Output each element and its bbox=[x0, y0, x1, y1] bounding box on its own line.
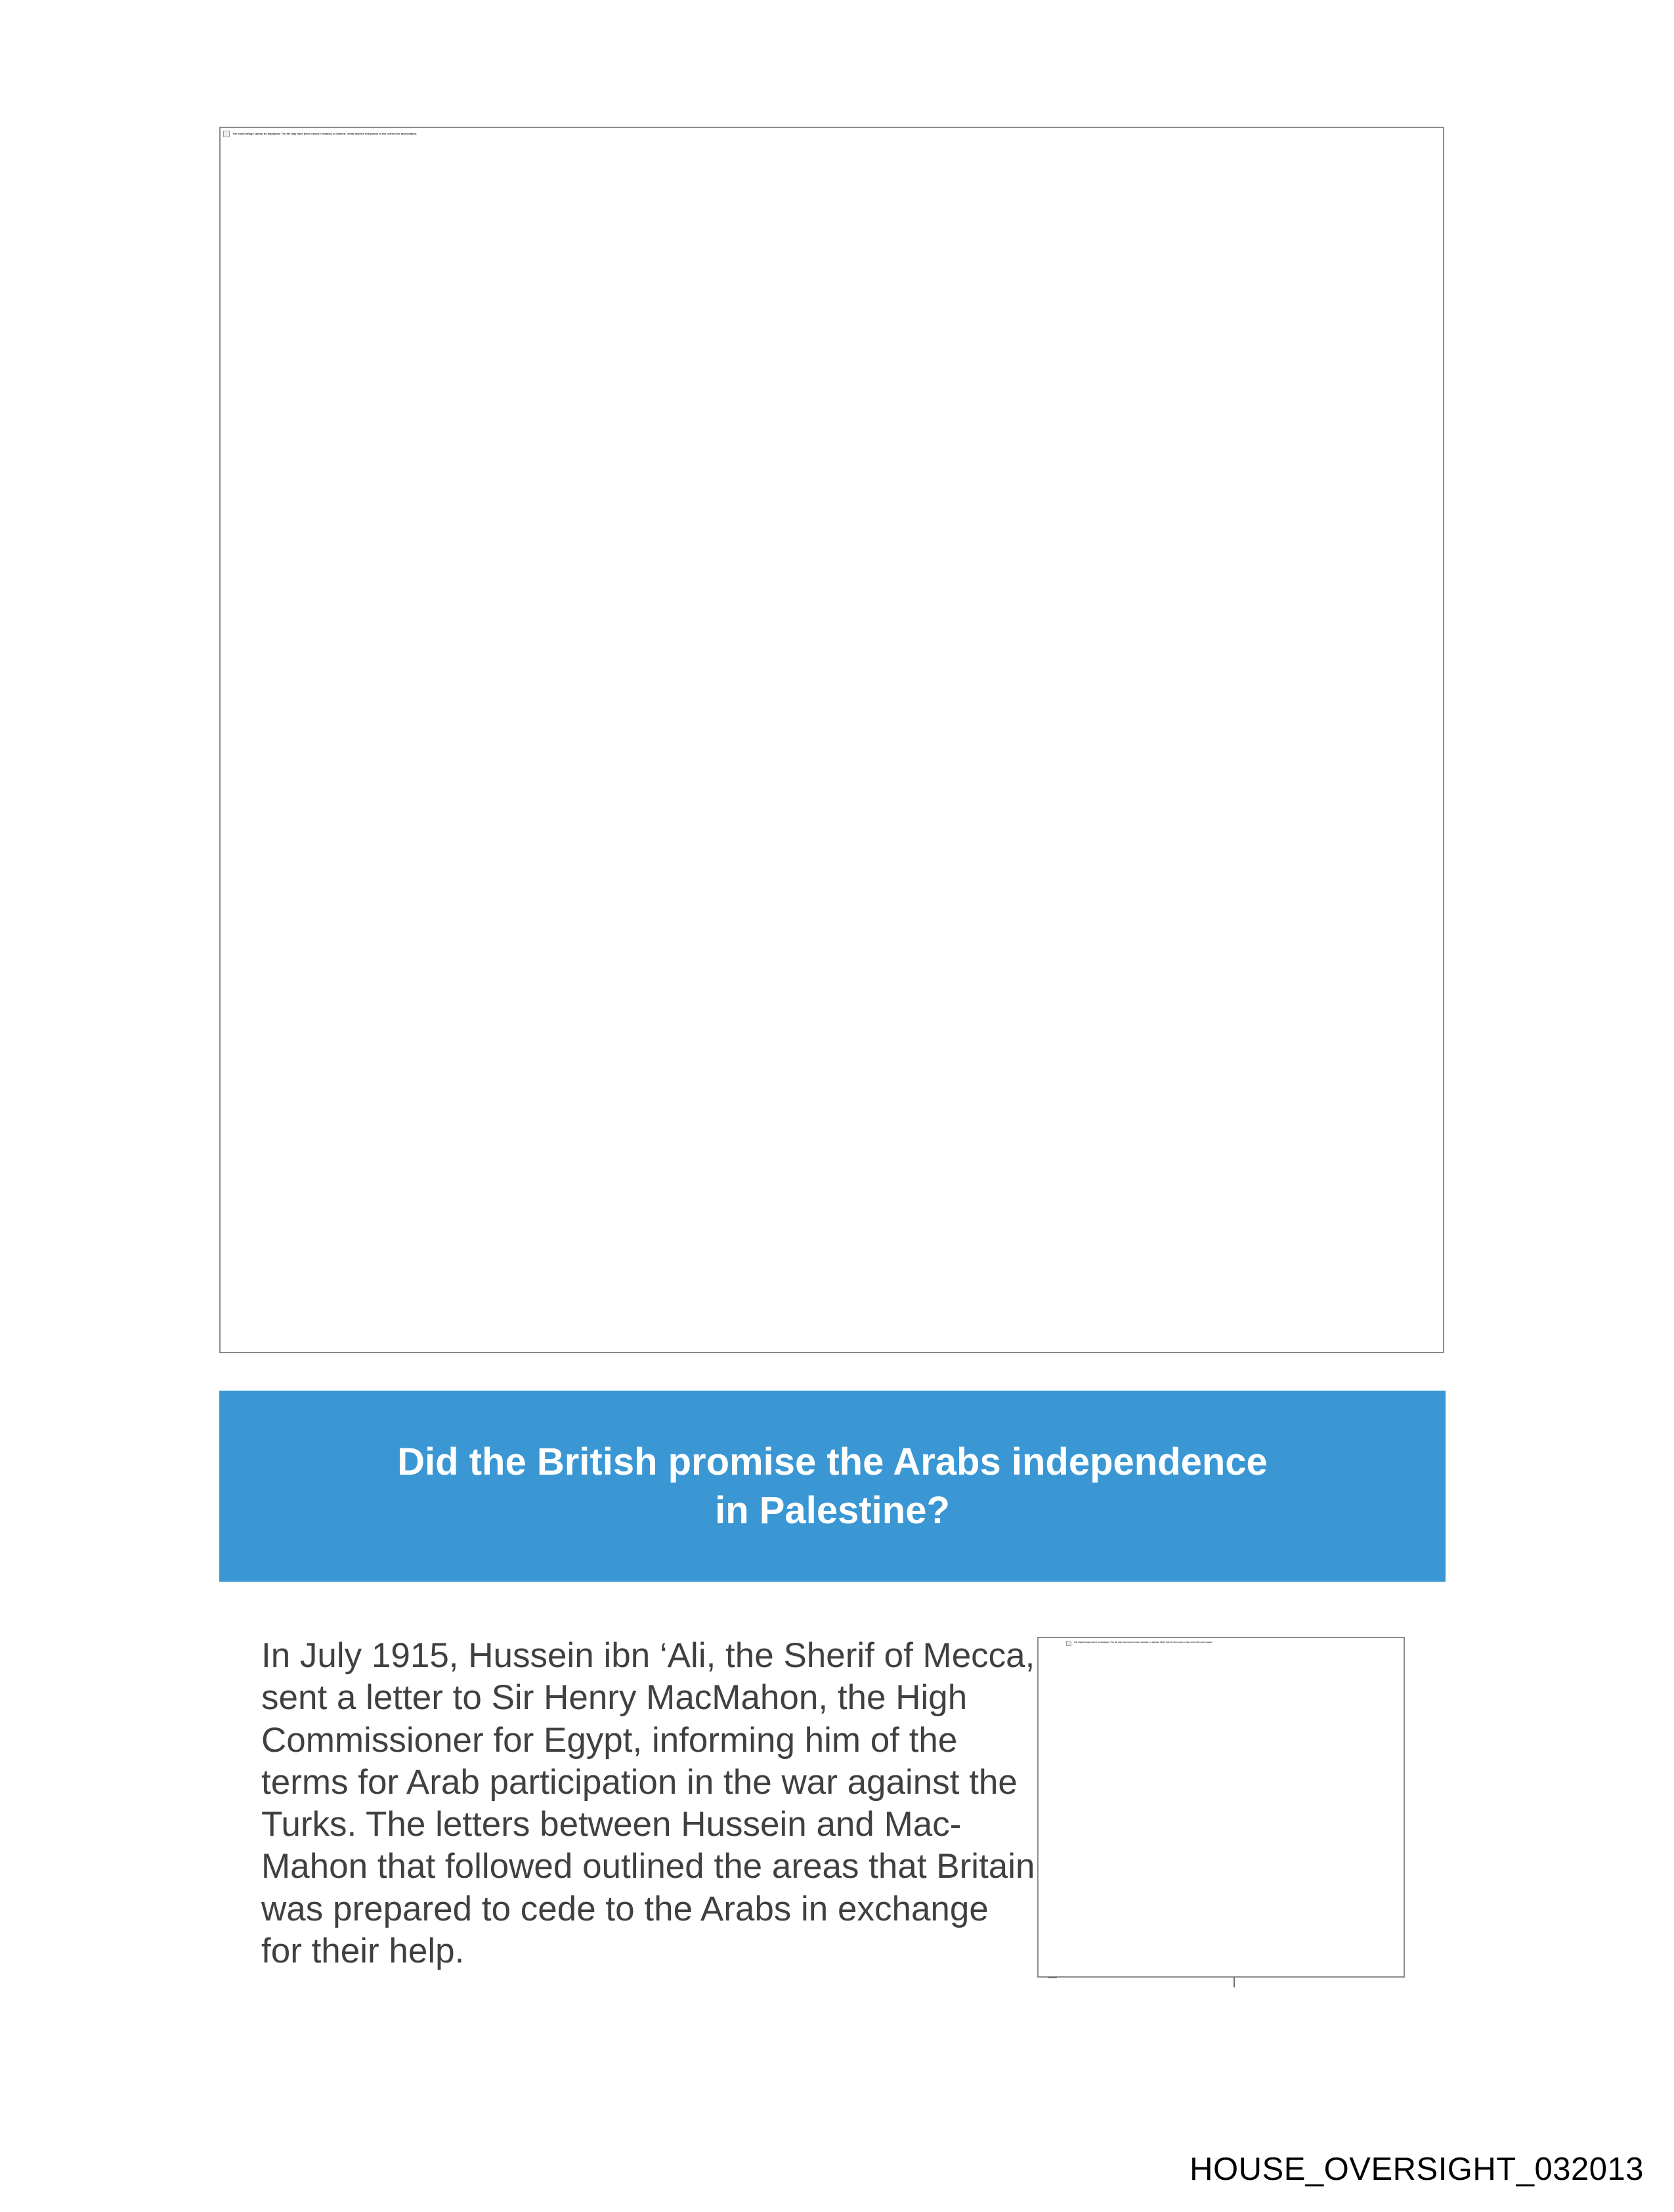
side-image-placeholder bbox=[1037, 1637, 1405, 1978]
broken-image-icon bbox=[223, 131, 230, 137]
broken-image-icon bbox=[1066, 1641, 1071, 1646]
document-id: HOUSE_OVERSIGHT_032013 bbox=[1190, 2152, 1644, 2187]
page-title: Did the British promise the Arabs independence in Palestine? bbox=[397, 1440, 1268, 1532]
image-frame-mark bbox=[1048, 1977, 1057, 1978]
body-paragraph: In July 1915, Hussein ibn ‘Ali, the Sherif of Mecca, sent a letter to Sir Henry MacMahon, the High Commissioner for Egypt, informing him of the terms for Arab participation in the war against the Turks. The letters between Hussein and Mac-Mahon that followed outlined the areas that Britain was prepared to cede to the Arabs in exchange for their help. bbox=[261, 1636, 1035, 1971]
top-image-placeholder bbox=[219, 127, 1444, 1353]
title-banner bbox=[219, 1391, 1446, 1582]
image-placeholder-text: The linked image cannot be displayed. The file may have been moved, renamed, or deleted. Verify that the link points to the correct file and location. bbox=[232, 132, 418, 135]
image-frame-mark bbox=[1234, 1977, 1235, 1987]
image-placeholder-text: The linked image cannot be displayed. The file may have been moved, renamed, or deleted. Verify that the link points to the correct file and location. bbox=[1074, 1641, 1213, 1643]
